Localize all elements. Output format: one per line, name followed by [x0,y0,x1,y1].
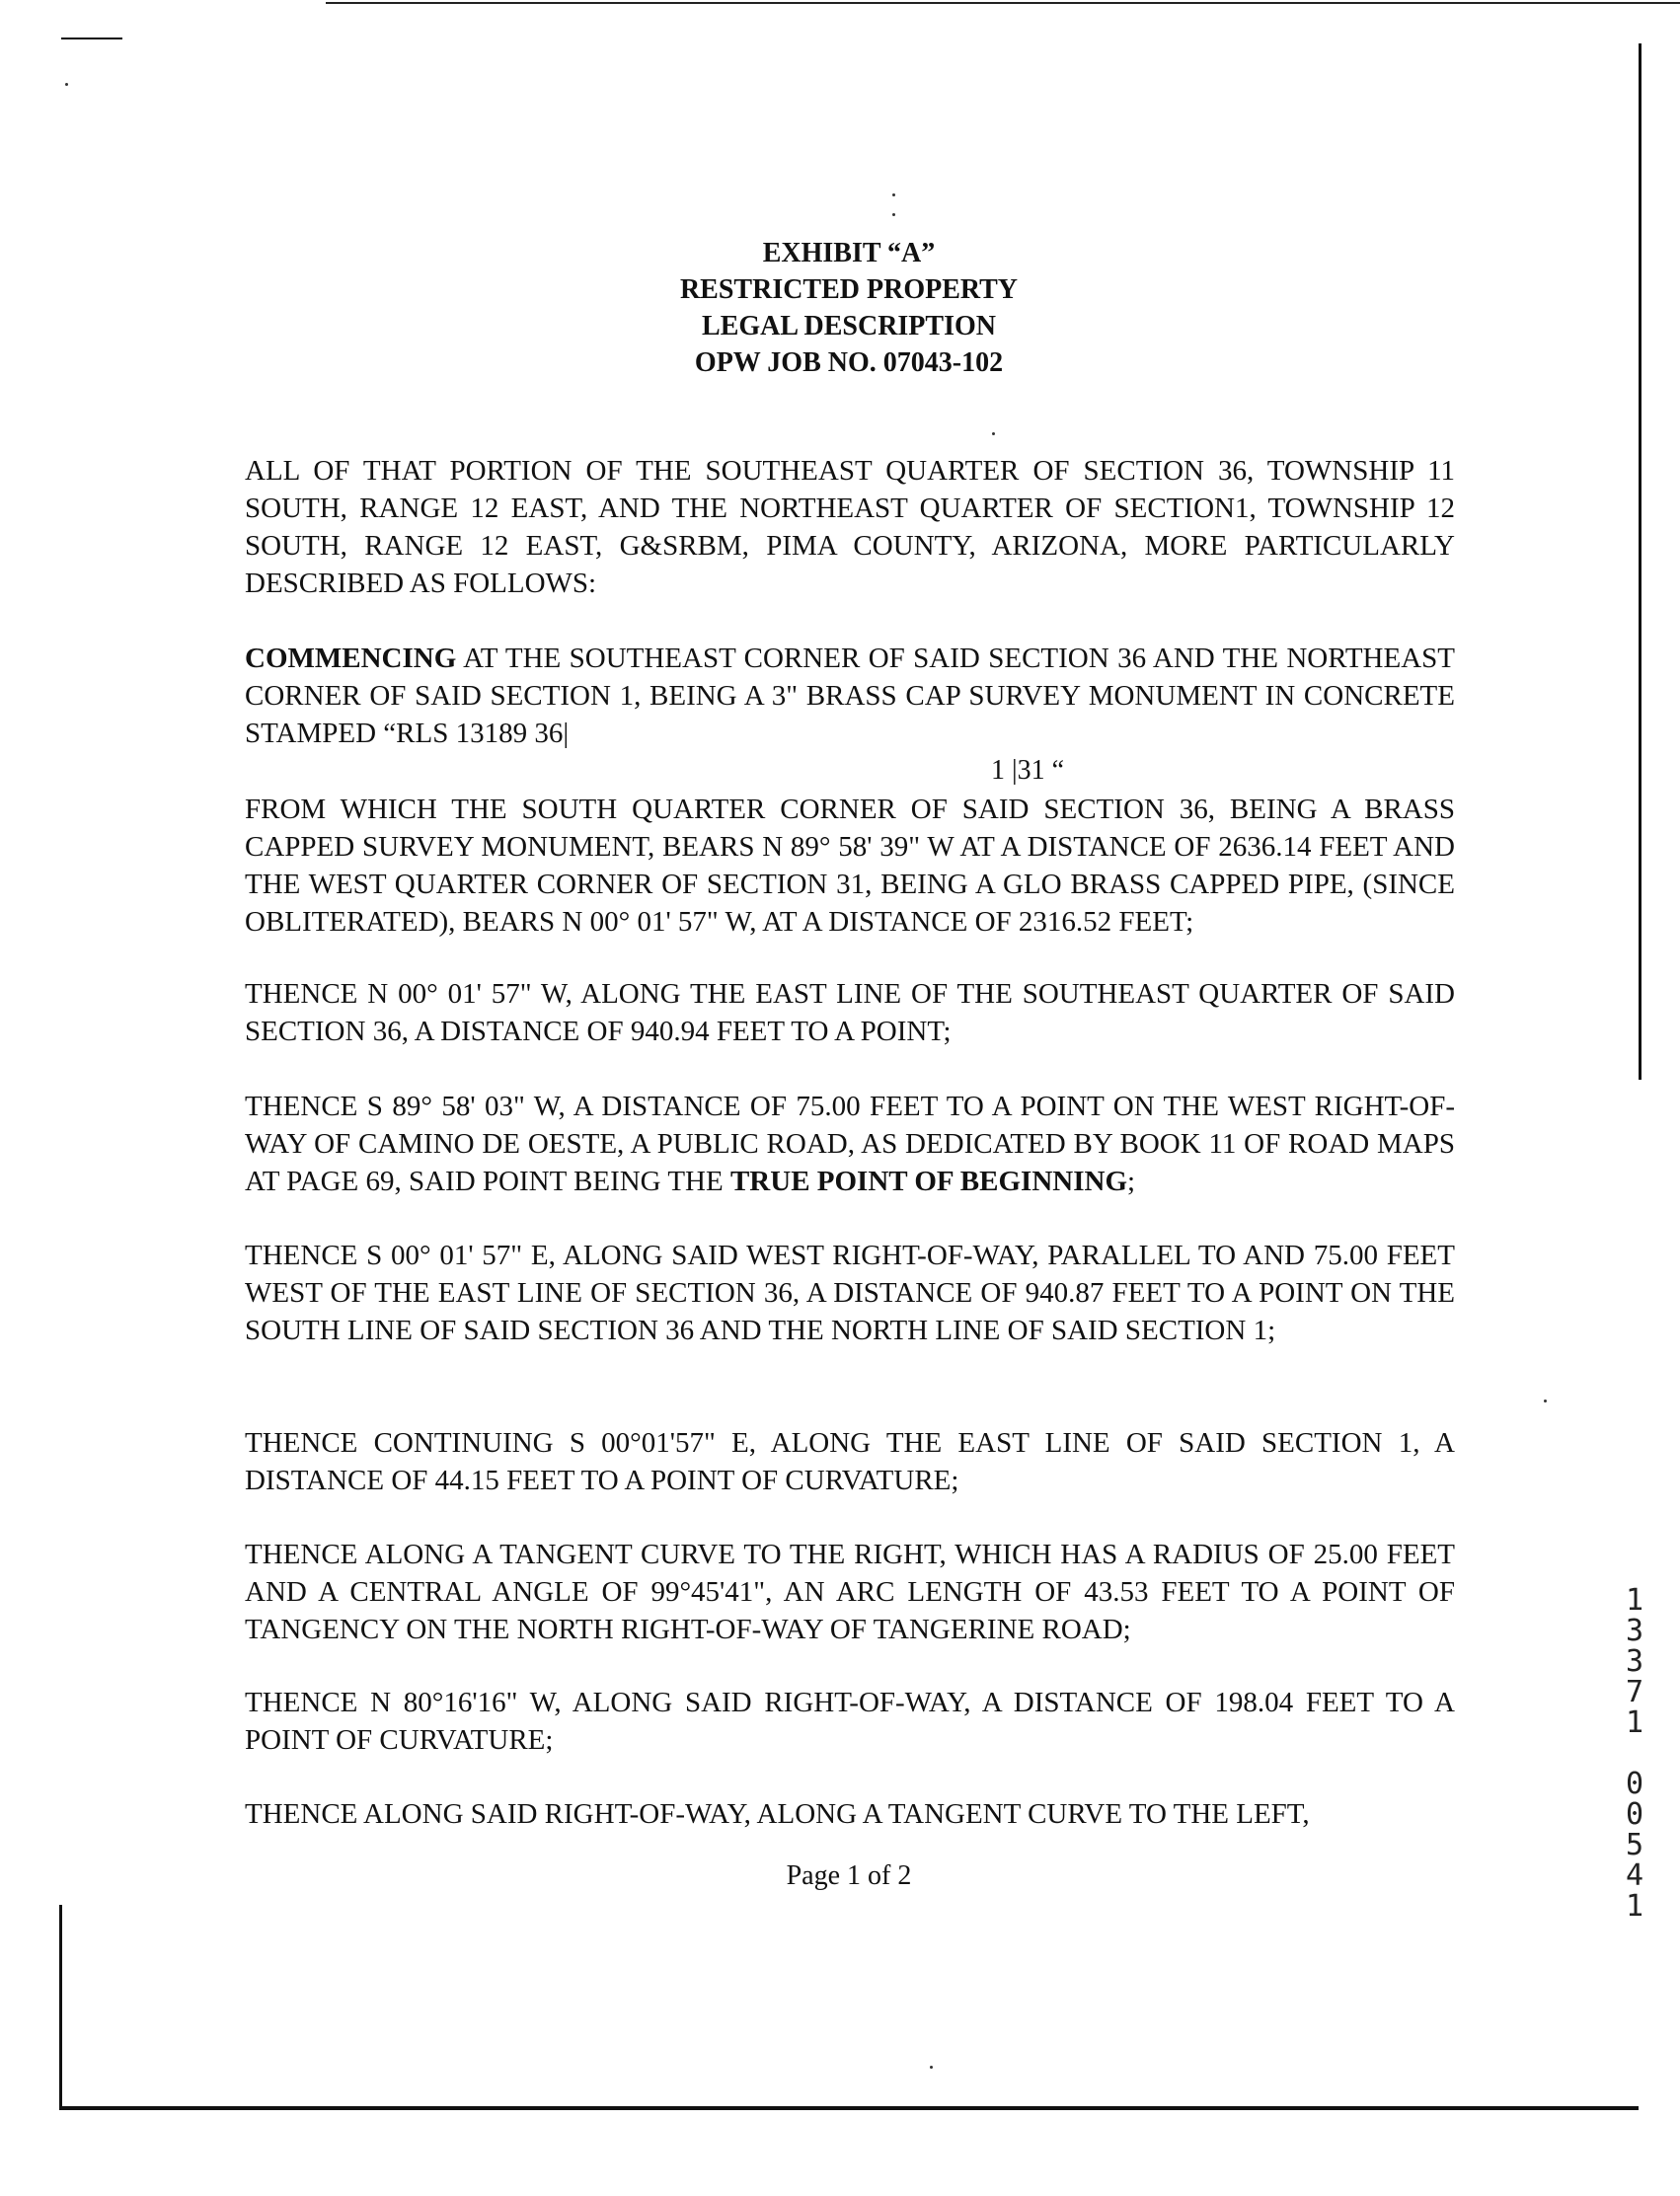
stamp-char: 1 [1625,1583,1644,1618]
scan-edge-right [1639,43,1642,1080]
stamp-char: 0 [1625,1767,1644,1801]
scan-edge-left [59,1905,62,2108]
paragraph-thence-7: THENCE ALONG SAID RIGHT-OF-WAY, ALONG A TANGENT CURVE TO THE LEFT, [245,1798,1310,1830]
job-number: OPW JOB NO. 07043-102 [694,347,1004,378]
scan-speck [892,193,895,196]
scan-speck [65,83,68,86]
stamp-char: 1 [1625,1889,1644,1924]
recording-stamp [1615,1585,1654,1922]
commencing-label: COMMENCING [245,643,457,674]
paragraph-thence-1: THENCE N 00° 01' 57" W, ALONG THE EAST LINE OF THE SOUTHEAST QUARTER OF SAID SECTION 36, A DISTANCE OF 940.94 FEET TO A POINT; [245,978,1455,1047]
paragraph-thence-5: THENCE ALONG A TANGENT CURVE TO THE RIGHT, WHICH HAS A RADIUS OF 25.00 FEET AND A CENTRAL ANGLE OF 99°45'41", AN ARC LENGTH OF 43.53 FEET TO A POINT OF TANGENCY ON THE NORTH RIGHT-OF-WAY OF TANGERINE ROAD; [245,1539,1455,1645]
thence-2-text: THENCE S 89° 58' 03" W, A DISTANCE OF 75.00 FEET TO A POINT ON THE WEST RIGHT-OF-WAY OF CAMINO DE OESTE, A PUBLIC ROAD, AS DEDICATED BY BOOK 11 OF ROAD MAPS AT PAGE 69, SAID POINT BEING THE [245,1091,1455,1197]
true-point-of-beginning: TRUE POINT OF BEGINNING [729,1166,1128,1197]
stamp-gap [1615,1738,1654,1769]
scan-edge-bottom [59,2106,1639,2110]
scan-speck [1544,1400,1547,1402]
document-title-block [553,235,1145,381]
restricted-property-title: RESTRICTED PROPERTY [679,274,1019,305]
paragraph-thence-3: THENCE S 00° 01' 57" E, ALONG SAID WEST RIGHT-OF-WAY, PARALLEL TO AND 75.00 FEET WEST OF THE EAST LINE OF SECTION 36, A DISTANCE OF 940.87 FEET TO A POINT ON THE SOUTH LINE OF SAID SECTION 36 AND THE NORTH LINE OF SAID SECTION 1; [245,1240,1455,1346]
stamp-char: 5 [1625,1828,1644,1862]
monument-stamp-line: 1 |31 “ [991,755,1065,786]
stamp-char: 0 [1625,1797,1644,1832]
scan-speck [992,432,995,435]
exhibit-title: EXHIBIT “A” [762,238,936,268]
paragraph-portion: ALL OF THAT PORTION OF THE SOUTHEAST QUARTER OF SECTION 36, TOWNSHIP 11 SOUTH, RANGE 12 EAST, AND THE NORTHEAST QUARTER OF SECTION1, TOWNSHIP 12 SOUTH, RANGE 12 EAST, G&SRBM, PIMA COUNTY, ARIZONA, MORE PARTICULARLY DESCRIBED AS FOLLOWS: [245,455,1455,599]
scan-speck [892,213,895,216]
stamp-char: 3 [1625,1644,1644,1679]
stamp-char: 1 [1625,1705,1644,1740]
scan-mark [61,38,122,39]
paragraph-from-which: FROM WHICH THE SOUTH QUARTER CORNER OF SAID SECTION 36, BEING A BRASS CAPPED SURVEY MONUMENT, BEARS N 89° 58' 39" W AT A DISTANCE OF 2636.14 FEET AND THE WEST QUARTER CORNER OF SECTION 31, BEING A GLO BRASS CAPPED PIPE, (SINCE OBLITERATED), BEARS N 00° 01' 57" W, AT A DISTANCE OF 2316.52 FEET; [245,794,1455,938]
scan-speck [930,2066,933,2069]
paragraph-thence-4: THENCE CONTINUING S 00°01'57" E, ALONG THE EAST LINE OF SAID SECTION 1, A DISTANCE OF 44.15 FEET TO A POINT OF CURVATURE; [245,1427,1455,1496]
commencing-text: AT THE SOUTHEAST CORNER OF SAID SECTION 36 AND THE NORTHEAST CORNER OF SAID SECTION 1, BEING A 3" BRASS CAP SURVEY MONUMENT IN CONCRETE STAMPED “RLS 13189 36| [245,643,1455,749]
legal-description-title: LEGAL DESCRIPTION [702,311,996,341]
scan-edge-top [326,2,1680,4]
paragraph-commencing [245,640,1455,752]
thence-2-end: ; [1127,1166,1136,1197]
stamp-char: 3 [1625,1614,1644,1648]
page-number: Page 1 of 2 [786,1860,912,1891]
paragraph-thence-6: THENCE N 80°16'16" W, ALONG SAID RIGHT-OF-WAY, A DISTANCE OF 198.04 FEET TO A POINT OF CURVATURE; [245,1687,1455,1756]
stamp-char: 4 [1625,1858,1644,1893]
stamp-char: 7 [1625,1675,1644,1709]
paragraph-thence-2 [245,1088,1455,1200]
